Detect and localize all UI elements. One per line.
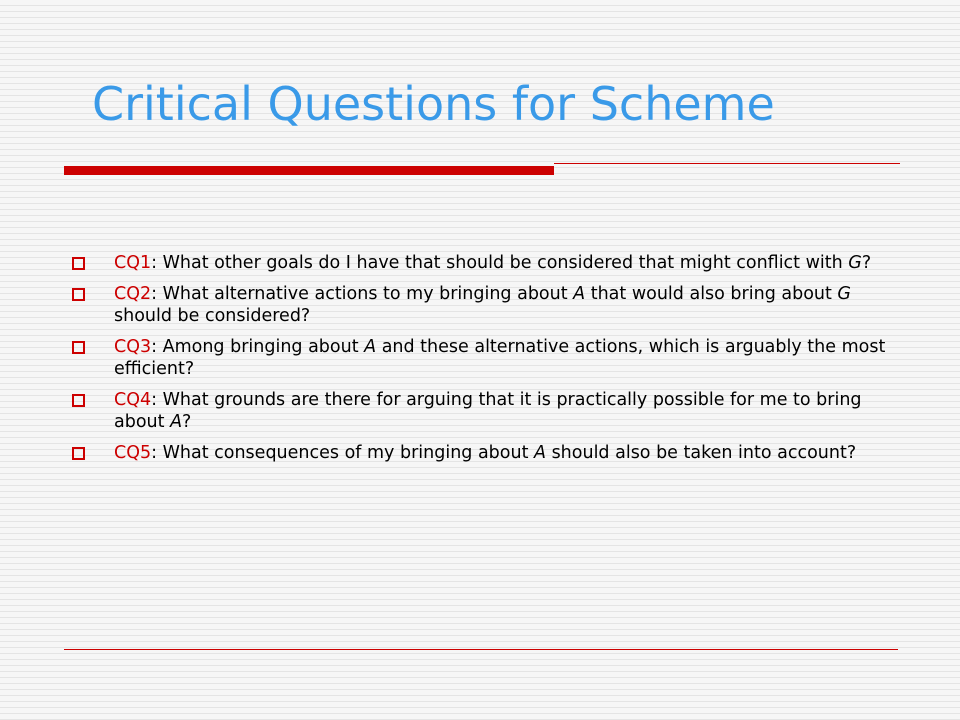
slide-title: Critical Questions for Scheme [92,77,775,131]
hollow-square-icon [72,288,85,301]
question-label: CQ2 [114,284,152,304]
question-text-segment: ? [861,253,872,273]
question-text [114,283,892,327]
variable-a: A [534,443,546,463]
question-item-cq4 [72,389,892,433]
title-underline-thin [554,163,900,164]
question-label: CQ3 [114,337,152,357]
hollow-square-icon [72,341,85,354]
hollow-square-icon [72,257,85,270]
question-text-segment: : What other goals do I have that should be considered that might conflict with [151,253,849,273]
question-text-segment: : What consequences of my bringing about [151,443,535,463]
question-text [114,252,892,274]
critical-questions-list [72,252,892,473]
question-text-segment: and these alternative actions, which is arguably the most efficient? [114,337,886,379]
question-text-segment: : What grounds are there for arguing that it is practically possible for me to bring about [114,390,862,432]
question-label: CQ4 [114,390,152,410]
question-text [114,389,892,433]
variable-g: G [837,284,851,304]
question-item-cq3 [72,336,892,380]
question-text-segment: that would also bring about [585,284,838,304]
variable-g: G [848,253,862,273]
variable-a: A [364,337,377,357]
variable-a: A [573,284,586,304]
question-label: CQ5 [114,443,152,463]
question-item-cq1 [72,252,892,274]
question-item-cq5 [72,442,892,464]
question-item-cq2 [72,283,892,327]
question-text-segment: should be considered? [114,306,311,326]
question-text-segment: : Among bringing about [151,337,365,357]
hollow-square-icon [72,447,85,460]
bottom-divider [64,649,898,650]
question-text-segment: : What alternative actions to my bringing about [151,284,574,304]
question-label: CQ1 [114,253,152,273]
title-underline-thick [64,166,554,175]
question-text-segment: ? [182,412,192,432]
question-text-segment: should also be taken into account? [546,443,857,463]
hollow-square-icon [72,394,85,407]
variable-a: A [170,412,183,432]
question-text [114,442,892,464]
question-text [114,336,892,380]
